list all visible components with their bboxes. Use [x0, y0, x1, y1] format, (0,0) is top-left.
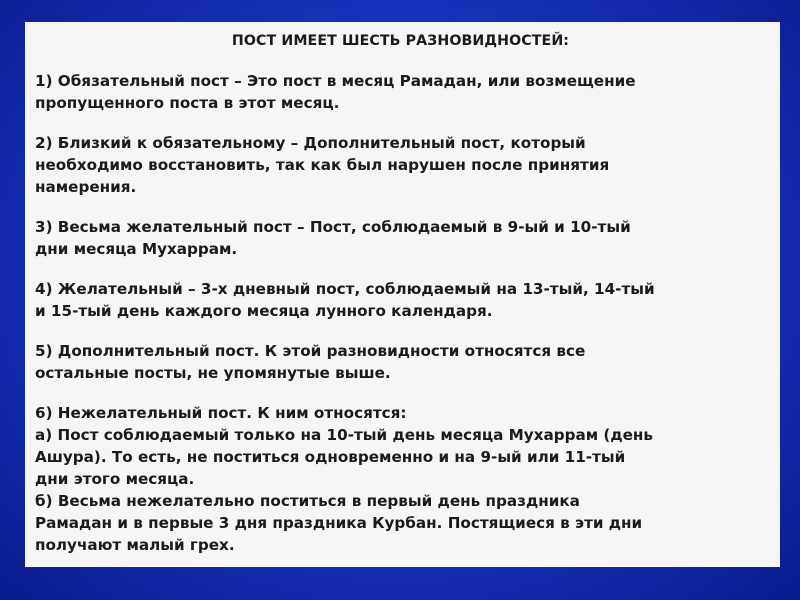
paragraph-line: пропущенного поста в этот месяц.	[35, 94, 340, 112]
paragraph-line: необходимо восстановить, так как был нарушен после принятия	[35, 156, 610, 174]
paragraph-line: 4) Желательный – 3-х дневный пост, соблюдаемый на 13-тый, 14-тый	[35, 280, 655, 298]
paragraph-obligatory-fast	[35, 70, 766, 114]
paragraph-line: 6) Нежелательный пост. К ним относятся:	[35, 404, 407, 422]
paragraph-line: 1) Обязательный пост – Это пост в месяц Рамадан, или возмещение	[35, 72, 636, 90]
paragraph-line: б) Весьма нежелательно поститься в первый день праздника	[35, 492, 580, 510]
paragraph-line: 2) Близкий к обязательному – Дополнительный пост, который	[35, 134, 586, 152]
paragraph-line: и 15-тый день каждого месяца лунного календаря.	[35, 302, 493, 320]
paragraph-line: остальные посты, не упомянутые выше.	[35, 364, 391, 382]
slide-title: ПОСТ ИМЕЕТ ШЕСТЬ РАЗНОВИДНОСТЕЙ:	[231, 33, 570, 49]
paragraph-near-obligatory-fast	[35, 132, 766, 198]
paragraph-additional-fast	[35, 340, 766, 384]
paragraph-line: а) Пост соблюдаемый только на 10-тый день месяца Мухаррам (день	[35, 426, 654, 444]
slide-content-card	[25, 22, 780, 567]
paragraph-highly-desirable-fast	[35, 216, 766, 260]
paragraph-line: 3) Весьма желательный пост – Пост, соблюдаемый в 9-ый и 10-тый	[35, 218, 631, 236]
paragraph-line: получают малый грех.	[35, 536, 235, 554]
paragraph-line: дни месяца Мухаррам.	[35, 240, 238, 258]
paragraph-line: 5) Дополнительный пост. К этой разновидности относятся все	[35, 342, 586, 360]
paragraph-desirable-fast	[35, 278, 766, 322]
paragraph-line: Ашура). То есть, не поститься одновременно и на 9-ый или 11-тый	[35, 448, 626, 466]
paragraph-undesirable-fast	[35, 402, 766, 556]
paragraph-line: дни этого месяца.	[35, 470, 195, 488]
paragraph-line: намерения.	[35, 178, 137, 196]
paragraph-line: Рамадан и в первые 3 дня праздника Курбан. Постящиеся в эти дни	[35, 514, 643, 532]
